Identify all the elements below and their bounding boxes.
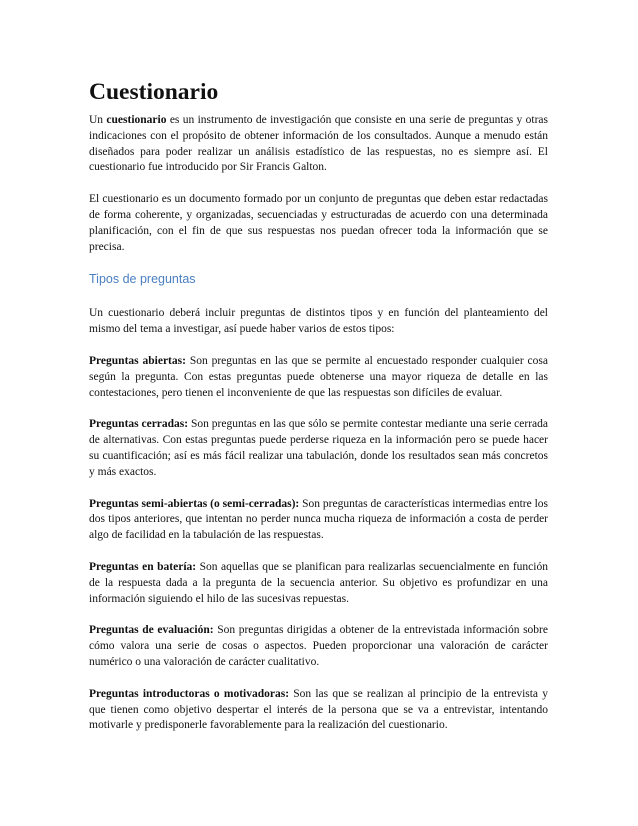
question-type-desc: Son preguntas dirigidas a obtener de la entrevistada información sobre cómo valora una serie de cosas o aspectos. Pueden proporcionar una valoración de carácter numérico o una valoración de carácter cualitativo. <box>89 624 548 668</box>
question-type-evaluation <box>89 623 548 670</box>
question-type-term: Preguntas introductoras o motivadoras: <box>89 687 290 700</box>
intro-pre: Un <box>89 114 107 126</box>
question-type-desc: Son preguntas en las que sólo se permite contestar mediante una serie cerrada de alternativas. Con estas preguntas puede perderse riqueza en la información pero se puede hacer su cuantificación; así es más fácil realizar una tabulación, donde los resultados sean más concretos y más exactos. <box>89 418 549 478</box>
question-type-desc: Son preguntas de características intermedias entre los dos tipos anteriores, que intentan no perder nunca mucha riqueza de información a costa de perder algo de facilidad en la tabulación de las respuestas. <box>89 497 549 542</box>
page-title: Cuestionario <box>89 79 219 105</box>
question-type-semi-open <box>89 497 548 544</box>
question-type-term: Preguntas en batería: <box>89 560 197 573</box>
question-type-desc: Son aquellas que se planifican para realizarlas secuencialmente en función de la respuesta dada a la pregunta de la secuencia anterior. Su objetivo es profundizar en una información siguiendo el hilo de las sucesivas repuestas. <box>89 560 548 605</box>
intro-bold-term: cuestionario <box>106 114 167 126</box>
question-type-introductory <box>89 687 548 734</box>
question-type-battery <box>89 560 548 607</box>
question-type-open <box>89 354 548 401</box>
question-type-desc: Son preguntas en las que se permite al encuestado responder cualquier cosa según la pregunta. Con estas preguntas puede obtenerse una mayor riqueza de detalle en las contestaciones, pero tienen el inconveniente de que las respuestas son difíciles de evaluar. <box>89 354 548 399</box>
intro-paragraph-2: El cuestionario es un documento formado por un conjunto de preguntas que deben estar redactadas de forma coherente, y organizadas, secuenciadas y estructuradas de acuerdo con una determinada planificación, con el fin de que sus respuestas nos puedan ofrecer toda la información que se precisa. <box>89 193 548 253</box>
question-type-term: Preguntas cerradas: <box>89 418 189 431</box>
intro-paragraph-1 <box>89 113 548 176</box>
question-type-desc: Son las que se realizan al principio de la entrevista y que tienen como objetivo despertar el interés de la persona que se va a entrevistar, intentando motivarle y predisponerle favorablemente para la realización del cuestionario. <box>89 687 548 732</box>
question-type-term: Preguntas semi-abiertas (o semi-cerradas): <box>89 497 300 510</box>
intro-post: es un instrumento de investigación que consiste en una serie de preguntas y otras indicaciones con el propósito de obtener información de los consultados. Aunque a menudo están diseñados para poder realizar un análisis estadístico de las respuestas, no es siempre así. El cuestionario fue introducido por Sir Francis Galton. <box>89 114 548 174</box>
question-type-term: Preguntas abiertas: <box>89 354 186 367</box>
section-intro-paragraph: Un cuestionario deberá incluir preguntas de distintos tipos y en función del planteamiento del mismo del tema a investigar, así puede haber varios de estos tipos: <box>89 307 548 336</box>
section-heading: Tipos de preguntas <box>89 272 196 287</box>
document-page <box>89 78 548 750</box>
question-type-term: Preguntas de evaluación: <box>89 624 214 637</box>
question-type-closed <box>89 417 548 480</box>
